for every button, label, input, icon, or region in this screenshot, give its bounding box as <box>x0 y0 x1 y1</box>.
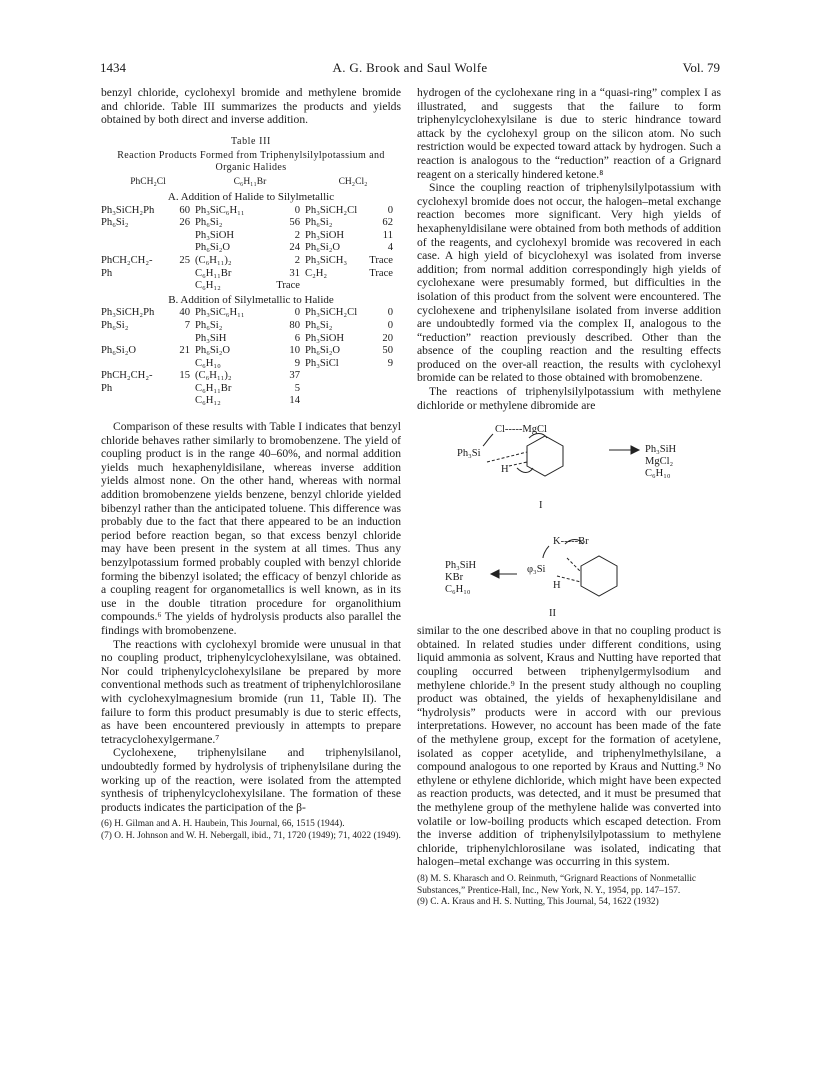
table-cell-yield: 14 <box>289 395 300 407</box>
scheme-atom-text: H <box>553 580 561 592</box>
table-label: Table III <box>231 135 271 147</box>
bond-line <box>567 558 581 572</box>
table-cell-yield: Trace <box>369 254 393 266</box>
table-cell-product: Ph₆Si₂ <box>305 319 333 331</box>
table-cell-yield <box>165 242 195 255</box>
table-cell-product: Ph₆Si₂O <box>195 242 231 254</box>
table-cell-product: Ph₃SiCH₂Ph <box>101 204 155 216</box>
table-cell-product <box>101 230 165 243</box>
table-cell-yield: 6 <box>294 332 300 344</box>
electron-arrow <box>517 468 533 473</box>
table-cell-product: Ph₆Si₂O <box>195 345 231 357</box>
table-cell-yield: 2 <box>294 229 300 241</box>
paragraph: The reactions with cyclohexyl bromide were unusual in that no coupling product, triphenylcyclohexylsilane, was obtained. Nor could triphenylcyclohexylsilane be prepared by more conventional methods such as treatment of triphenylchlorosilane with cyclohexylmagnesium bromide (run 11, Table II). The failure to form this product presumably is due to steric effects, as have been encountered previously in attempts to prepare tetracyclohexylgermane.⁷ <box>101 637 401 746</box>
section-a-rows <box>101 205 401 293</box>
table-cell-product: Ph₃SiOH <box>195 229 235 241</box>
page-number: 1434 <box>100 60 126 75</box>
table-cell-yield: 56 <box>289 217 300 229</box>
table-cell-yield: 37 <box>289 370 300 382</box>
table-cell-product: Ph₃SiOH <box>305 332 345 344</box>
table-cell-yield: 9 <box>294 357 300 369</box>
table-cell-product: Ph₃SiCl <box>305 357 339 369</box>
table-cell-yield: Trace <box>369 267 393 279</box>
results-table <box>101 176 401 408</box>
table-cell-yield <box>165 358 195 371</box>
table-cell-product <box>305 383 369 396</box>
product-text: Ph₃SiH <box>645 444 677 456</box>
table-cell-product: (C₆H₁₁)₂ <box>195 254 232 266</box>
table-cell-product <box>305 370 369 383</box>
column-header: CH₂Cl₂ <box>338 177 368 188</box>
scheme-bond-text: K-----Br <box>553 536 589 548</box>
table-row <box>101 395 401 408</box>
bond-line <box>487 452 527 462</box>
table-cell-yield: 5 <box>294 382 300 394</box>
cyclohexane-ring <box>527 436 563 476</box>
column-header: C₆H₁₁Br <box>233 177 267 188</box>
table-row <box>101 217 401 230</box>
table-cell-yield <box>165 280 195 293</box>
product-text: Ph₃SiH <box>445 560 477 572</box>
table-row <box>101 230 401 243</box>
table-cell-yield: 20 <box>382 332 393 344</box>
table-cell-product: Ph₆Si₂ <box>305 217 333 229</box>
reaction-scheme <box>417 416 721 622</box>
complex-label: I <box>539 500 543 512</box>
table-row <box>101 345 401 358</box>
table-row <box>101 242 401 255</box>
table-cell-product: Ph₆Si₂ <box>101 319 129 331</box>
table-cell-product <box>101 395 165 408</box>
scheme-bond-text: Cl-----MgCl <box>495 424 547 436</box>
table-cell-yield: 7 <box>184 319 190 331</box>
table-row <box>101 383 401 396</box>
table-cell-yield <box>369 370 401 383</box>
footnote: (7) O. H. Johnson and W. H. Nebergall, ibid., 71, 1720 (1949); 71, 4022 (1949). <box>101 830 401 841</box>
table-cell-product: (C₆H₁₁)₂ <box>195 370 232 382</box>
table-row <box>101 307 401 320</box>
paragraph: The reactions of triphenylsilylpotassium with methylene dichloride or methylene dibromide are <box>417 385 721 412</box>
table-cell-yield: 31 <box>289 267 300 279</box>
table-cell-product: Ph₃SiH <box>195 332 227 344</box>
table-cell-yield <box>165 383 195 396</box>
table-cell-yield: 80 <box>289 319 300 331</box>
table-cell-yield: 50 <box>382 345 393 357</box>
paragraph: Since the coupling reaction of triphenylsilylpotassium with cyclohexyl bromide does not occur, the halogen–metal exchange reaction becomes more significant. Very high yields of hexaphenyldisilane were obtained from both methods of addition of the reagents, and cyclohexyl bromide was recovered in each case. A high yield of bicyclohexyl was isolated from inverse addition; from normal addition correspondingly high yields of cyclohexane were presumably formed, but difficulties in the isolation of this product from the solvent were encountered. The cyclohexene and triphenylsilane isolated from inverse addition are undoubtedly formed via the complex II, analogous to the “reduction” reaction previously described. Other than the absence of the coupling reaction and the resulting effects produced on the over-all reaction, the results with cyclohexyl bromide can be related to those obtained with bromobenzene. <box>417 181 721 385</box>
table-cell-product: C₆H₁₁Br <box>195 382 232 394</box>
paragraph: Comparison of these results with Table I indicates that benzyl chloride behaves rather similarly to bromobenzene. The yield of coupling product is in the range 40–60%, and normal addition yields much hexaphenyldisilane, whereas inverse addition yields almost none. On the other hand, whereas with normal addition bromobenzene yields benzene, benzyl chloride yielded bibenzyl rather than the anticipated toluene. This difference was probably due to the fact that there appeared to be an induction period before reaction began, so that excess benzyl chloride may have been present in the system at all times. Thus any benzylpotassium formed probably coupled with benzyl chloride forming the bibenzyl isolated; the efficacy of benzyl chloride as a coupling reagent for organometallics is well known, as in its use in the double titration procedure for organolithium compounds.⁶ The yields of hydrolysis products also parallel the findings with bromobenzene. <box>101 420 401 637</box>
footnote: (6) H. Gilman and A. H. Haubein, This Journal, 66, 1515 (1944). <box>101 819 345 830</box>
table-header-row <box>101 176 401 190</box>
table-cell-yield: 0 <box>294 307 300 319</box>
table-cell-product: C₆H₁₂ <box>195 280 221 292</box>
section-heading: A. Addition of Halide to Silylmetallic <box>167 190 335 203</box>
table-cell-product: Ph₆Si₂O <box>101 345 137 357</box>
table-cell-product: Ph₃SiOH <box>305 229 345 241</box>
table-cell-product: Ph₆Si₂ <box>195 217 223 229</box>
table-row <box>101 333 401 346</box>
table-cell-yield: 0 <box>387 307 393 319</box>
volume-label: Vol. 79 <box>682 60 720 75</box>
table-title: Reaction Products Formed from Triphenylsilylpotassium and Organic Halides <box>117 150 385 174</box>
table-cell-yield: 11 <box>382 229 393 241</box>
table-cell-product: Ph₆Si₂O <box>305 345 341 357</box>
table-cell-product: PhCH₂CH₂- <box>101 370 153 382</box>
table-cell-product: Ph₆Si₂ <box>195 319 223 331</box>
table-cell-yield: 10 <box>289 345 300 357</box>
cyclohexane-ring <box>581 556 617 596</box>
table-cell-product: Ph₆Si₂O <box>305 242 341 254</box>
table-cell-product: Ph₃SiCH₂Ph <box>101 307 155 319</box>
footnote: (8) M. S. Kharasch and O. Reinmuth, “Grignard Reactions of Nonmetallic Substances,” Prentice-Hall, Inc., New York, N. Y., 1954, pp. 147–157. <box>417 873 697 896</box>
scheme-atom-text: H <box>501 464 509 476</box>
table-cell-yield: Trace <box>276 280 300 292</box>
product-text: MgCl₂ <box>645 456 674 468</box>
bond-line <box>543 546 549 558</box>
product-text: KBr <box>445 572 464 584</box>
running-title: A. G. Brook and Saul Wolfe <box>332 60 488 75</box>
paragraph: Cyclohexene, triphenylsilane and triphenylsilanol, undoubtedly formed by hydrolysis of triphenylsilane during the working up of the reaction, were isolated from the attempted synthesis of triphenylcyclohexylsilane. The formation of these products indicates the participation of the β- <box>101 746 401 814</box>
table-cell-yield: 26 <box>179 217 190 229</box>
paragraph: benzyl chloride, cyclohexyl bromide and methylene bromide and chloride. Table III summarizes the products and yields obtained by both direct and inverse addition. <box>101 86 401 127</box>
table-cell-yield <box>369 280 401 293</box>
table-cell-yield <box>165 395 195 408</box>
column-header: PhCH₂Cl <box>130 177 166 188</box>
table-cell-product: Ph₃SiCH₂Cl <box>305 204 358 216</box>
table-cell-yield <box>165 268 195 281</box>
table-cell-yield <box>369 383 401 396</box>
table-cell-product <box>305 395 369 408</box>
table-cell-yield: 2 <box>294 254 300 266</box>
table-row <box>101 358 401 371</box>
table-cell-yield: 0 <box>294 204 300 216</box>
section-b-rows <box>101 307 401 408</box>
table-cell-yield <box>165 333 195 346</box>
product-text: C₆H₁₀ <box>445 584 471 596</box>
complex-label: II <box>549 608 556 620</box>
table-cell-product: C₆H₁₁Br <box>195 267 232 279</box>
table-cell-product <box>101 242 165 255</box>
table-cell-yield: 0 <box>387 319 393 331</box>
bond-line <box>509 462 527 466</box>
table-row <box>101 280 401 293</box>
table-cell-product: PhCH₂CH₂- <box>101 254 153 266</box>
table-row <box>101 268 401 281</box>
arrowhead <box>491 570 499 578</box>
table-cell-yield: 62 <box>382 217 393 229</box>
left-column <box>101 86 401 842</box>
table-cell-yield <box>369 395 401 408</box>
section-heading: B. Addition of Silylmetallic to Halide <box>168 293 334 306</box>
table-cell-product <box>101 333 165 346</box>
table-cell-product <box>101 280 165 293</box>
table-cell-yield: 21 <box>179 345 190 357</box>
table-cell-yield: 60 <box>179 204 190 216</box>
paragraph: similar to the one described above in that no coupling product is obtained. In related studies under different conditions, using liquid ammonia as solvent, Kraus and Nutting have reported that coupling occurred between triphenylgermylsodium and methylene chloride.⁹ In the present study although no coupling product was obtained, the yields of hexaphenyldisilane and “hydrolysis” products were in accord with our previous interpretations. However, no account has been made of the fate of the methylene group, except for the formation of acetylene, isolated as copper acetylide, and triphenylmethylsilane, a compound analogous to one reported by Kraus and Nutting.⁹ No ethylene or ethylene dichloride, which might have been expected as reaction products, was detected, and it must be presumed that the methylene group of the methylene halide was converted into volatile or low-boiling products which escaped detection. From the inverse addition of triphenylsilylpotassium to methylene chloride, triphenylchlorosilane was isolated, indicating that halogen–metal exchange was occurring in this system. <box>417 624 721 869</box>
table-cell-product <box>101 358 165 371</box>
bond-line <box>483 434 493 446</box>
page-header <box>100 60 720 80</box>
table-cell-yield: 24 <box>289 242 300 254</box>
product-text: C₆H₁₀ <box>645 468 671 480</box>
table-cell-yield: 15 <box>179 370 190 382</box>
table-row <box>101 370 401 383</box>
table-cell-yield <box>165 230 195 243</box>
table-cell-product: Ph₃SiCH₂Cl <box>305 307 358 319</box>
right-column <box>417 86 721 909</box>
table-cell-product <box>305 280 369 293</box>
table-cell-product: Ph <box>101 267 113 279</box>
footnote: (9) C. A. Kraus and H. S. Nutting, This Journal, 54, 1622 (1932) <box>417 897 659 908</box>
table-row <box>101 255 401 268</box>
table-cell-yield: 9 <box>387 357 393 369</box>
table-cell-yield: 25 <box>179 254 190 266</box>
table-row <box>101 320 401 333</box>
scheme-atom-text: φ₃Si <box>527 564 546 576</box>
table-cell-yield: 4 <box>387 242 393 254</box>
table-cell-product: Ph₃SiCH₃ <box>305 254 348 266</box>
arrowhead <box>631 446 639 454</box>
table-cell-product: Ph₃SiC₆H₁₁ <box>195 307 245 319</box>
table-cell-product: C₆H₁₀ <box>195 357 221 369</box>
table-cell-yield: 0 <box>387 204 393 216</box>
table-cell-product: Ph₆Si₂ <box>101 217 129 229</box>
scheme-atom-text: Ph₃Si <box>457 448 481 460</box>
table-cell-product: C₂H₂ <box>305 267 328 279</box>
table-cell-product: C₆H₁₂ <box>195 395 221 407</box>
table-cell-yield: 40 <box>179 307 190 319</box>
paragraph: hydrogen of the cyclohexane ring in a “quasi-ring” complex I as illustrated, and suggests that the failure to form triphenylcyclohexylsilane is due to steric hindrance toward attack by the cyclohexyl group on the silicon atom. No such restriction would be expected toward attack by hydrogen. Such a reaction is analogous to the “reduction” reaction of a Grignard reagent on a sterically hindered ketone.⁸ <box>417 86 721 181</box>
table-cell-product: Ph <box>101 382 113 394</box>
table-row <box>101 205 401 218</box>
table-cell-product: Ph₃SiC₆H₁₁ <box>195 204 245 216</box>
